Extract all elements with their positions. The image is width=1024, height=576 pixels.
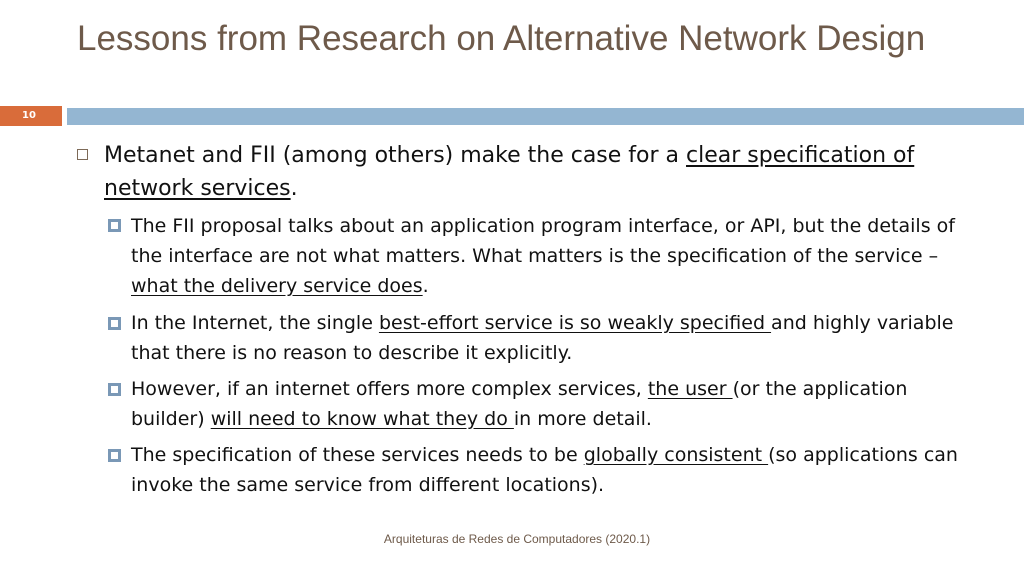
square-bullet-icon <box>108 219 121 232</box>
sub-bullet-text: The FII proposal talks about an application program interface, or API, but the details of the interface are not what matters. What matters is the specification of the service – <box>131 215 955 267</box>
sub-bullet-text: However, if an internet offers more complex services, <box>131 378 648 400</box>
sub-bullet-2 <box>131 308 961 368</box>
square-bullet-icon <box>108 317 121 330</box>
main-bullet-underlined: clear specification of network services <box>104 143 915 201</box>
title-divider-bar <box>67 108 1024 125</box>
sub-bullet-text: (or the application builder) <box>131 378 908 430</box>
sub-bullet-underlined: will need to know what they do <box>210 408 514 430</box>
sub-bullet-underlined: the user <box>647 378 733 400</box>
slide-number: 10 <box>0 106 62 126</box>
slide-title: Lessons from Research on Alternative Network Design <box>77 19 926 58</box>
main-bullet-text: Metanet and FII (among others) make the case for a <box>104 143 687 168</box>
main-bullet <box>104 139 984 205</box>
sub-bullet-underlined: globally consistent <box>583 444 769 466</box>
sub-bullet-1 <box>131 211 961 301</box>
square-bullet-icon <box>108 449 121 462</box>
sub-bullet-text: (so applications can invoke the same service from different locations). <box>131 444 958 496</box>
sub-bullet-text: and highly variable that there is no reason to describe it explicitly. <box>131 312 954 364</box>
main-bullet-end: . <box>290 176 298 201</box>
sub-bullet-3 <box>131 374 961 434</box>
sub-bullet-text: The specification of these services needs to be <box>131 444 584 466</box>
hollow-square-bullet-icon <box>77 149 88 160</box>
square-bullet-icon <box>108 383 121 396</box>
sub-bullet-text: . <box>422 275 429 297</box>
sub-bullet-text: in more detail. <box>513 408 652 430</box>
sub-bullet-4 <box>131 440 961 500</box>
sub-bullet-text: In the Internet, the single <box>131 312 379 334</box>
sub-bullet-underlined: best-effort service is so weakly specified <box>378 312 772 334</box>
slide-footer: Arquiteturas de Redes de Computadores (2020.1) <box>383 532 651 546</box>
sub-bullet-underlined: what the delivery service does <box>131 275 423 297</box>
